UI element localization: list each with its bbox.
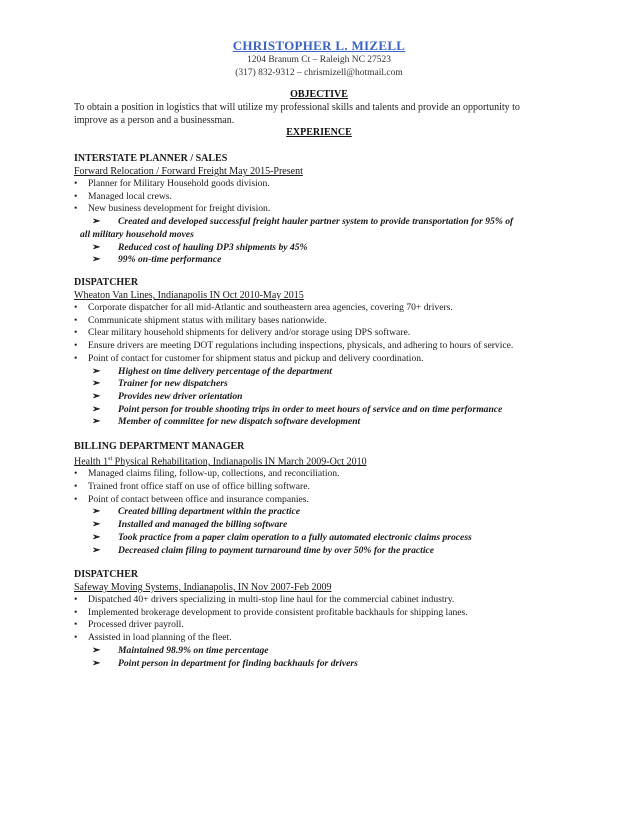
job-title: BILLING DEPARTMENT MANAGER [74,441,245,452]
job-entry [74,440,564,557]
achievement-text: Member of committee for new dispatch software development [118,416,361,428]
org-superscript: st [108,456,113,462]
achievement-item [74,506,564,519]
achievement-item [74,366,564,379]
achievement-text: Took practice from a paper claim operation to a fully automated electronic claims process [118,531,472,543]
achievement-text: Point person for trouble shooting trips in order to meet hours of service and on time performance [118,403,503,415]
achievement-item [74,378,564,391]
duty-item: • Planner for Military Household goods division. [74,178,564,191]
job-entry [74,152,564,267]
job-title: DISPATCHER [74,277,139,288]
arrow-icon: ➢ [92,519,101,531]
achievement-item [74,242,564,255]
duty-item: • New business development for freight division. [74,203,564,216]
achievement-text: Point person in department for finding backhauls for drivers [118,657,358,669]
duty-item: • Implemented brokerage development to provide consistent profitable backhauls for shipping lanes. [74,607,564,620]
duty-item: • Clear military household shipments for delivery and/or storage using DPS software. [74,327,564,340]
duty-item: • Trained front office staff on use of office billing software. [74,481,564,494]
achievement-text: Maintained 98.9% on time percentage [118,644,269,656]
achievement-text: Reduced cost of hauling DP3 shipments by 45% [118,241,308,253]
arrow-icon: ➢ [92,506,101,518]
arrow-icon: ➢ [92,365,101,377]
experience-heading: EXPERIENCE [286,127,352,138]
achievement-continuation: all military household moves [80,228,194,240]
achievement-item [74,404,564,417]
job-organization: Wheaton Van Lines, Indianapolis IN Oct 2010-May 2015 [74,290,304,301]
duty-item: • Point of contact between office and insurance companies. [74,494,564,507]
job-organization [74,453,564,468]
job-duties [74,594,564,645]
objective-heading: OBJECTIVE [290,89,348,100]
arrow-icon: ➢ [92,544,101,556]
job-title: INTERSTATE PLANNER / SALES [74,153,228,164]
duty-item: • Assisted in load planning of the fleet. [74,632,564,645]
duty-item: • Corporate dispatcher for all mid-Atlantic and southeastern area agencies, covering 70+ drivers. [74,302,564,315]
job-organization: Safeway Moving Systems, Indianapolis, IN Nov 2007-Feb 2009 [74,582,332,593]
job-duties [74,302,564,366]
achievement-item [74,519,564,532]
achievement-item [74,391,564,404]
achievement-text: Decreased claim filing to payment turnaround time by over 50% for the practice [118,544,435,556]
achievement-text: Installed and managed the billing software [118,519,288,531]
arrow-icon: ➢ [92,657,101,669]
duty-item: • Dispatched 40+ drivers specializing in multi-stop line haul for the commercial cabinet industry. [74,594,564,607]
arrow-icon: ➢ [92,390,101,402]
achievement-text: Provides new driver orientation [118,390,243,402]
achievement-item [74,216,564,229]
org-suffix: Physical Rehabilitation, Indianapolis IN March 2009-Oct 2010 [112,456,367,468]
job-entry [74,568,564,670]
achievement-item [74,254,564,267]
duty-item: • Communicate shipment status with military bases nationwide. [74,315,564,328]
achievement-text: Trainer for new dispatchers [118,378,228,390]
achievement-item [74,645,564,658]
arrow-icon: ➢ [92,531,101,543]
arrow-icon: ➢ [92,216,101,228]
job-achievements [74,366,564,430]
duty-item: • Managed claims filing, follow-up, collections, and reconciliation. [74,468,564,481]
arrow-icon: ➢ [92,403,101,415]
achievement-text: Highest on time delivery percentage of the department [118,365,332,377]
job-organization: Forward Relocation / Forward Freight May 2015-Present [74,166,303,177]
job-title: DISPATCHER [74,569,139,580]
achievement-text: 99% on-time performance [118,254,222,266]
duty-item: • Managed local crews. [74,191,564,204]
job-duties [74,178,564,216]
arrow-icon: ➢ [92,378,101,390]
achievement-item [74,532,564,545]
arrow-icon: ➢ [92,254,101,266]
duty-item: • Ensure drivers are meeting DOT regulations including inspections, physicals, and adhering to hours of service. [74,340,564,353]
achievement-item [74,416,564,429]
achievement-text: Created billing department within the practice [118,506,301,518]
objective-text: To obtain a position in logistics that will utilize my professional skills and talents and provide an opportunity to improve as a person and a businessman. [74,102,520,126]
achievement-text: Created and developed successful freight hauler partner system to provide transportation for 95% of [118,216,514,228]
arrow-icon: ➢ [92,241,101,253]
job-duties [74,468,564,506]
contact-line: (317) 832-9312 – chrismizell@hotmail.com [235,68,403,78]
achievement-item [74,545,564,558]
job-entry [74,276,564,429]
achievement-item [74,658,564,671]
arrow-icon: ➢ [92,416,101,428]
org-prefix: Health 1 [74,456,109,468]
arrow-icon: ➢ [92,644,101,656]
candidate-name: CHRISTOPHER L. MIZELL [232,38,406,53]
address: 1204 Branum Ct – Raleigh NC 27523 [246,55,392,65]
job-achievements [74,506,564,557]
job-achievements [74,645,564,670]
duty-item: • Point of contact for customer for shipment status and pickup and delivery coordination. [74,353,564,366]
job-achievements [74,216,564,267]
duty-item: • Processed driver payroll. [74,619,564,632]
